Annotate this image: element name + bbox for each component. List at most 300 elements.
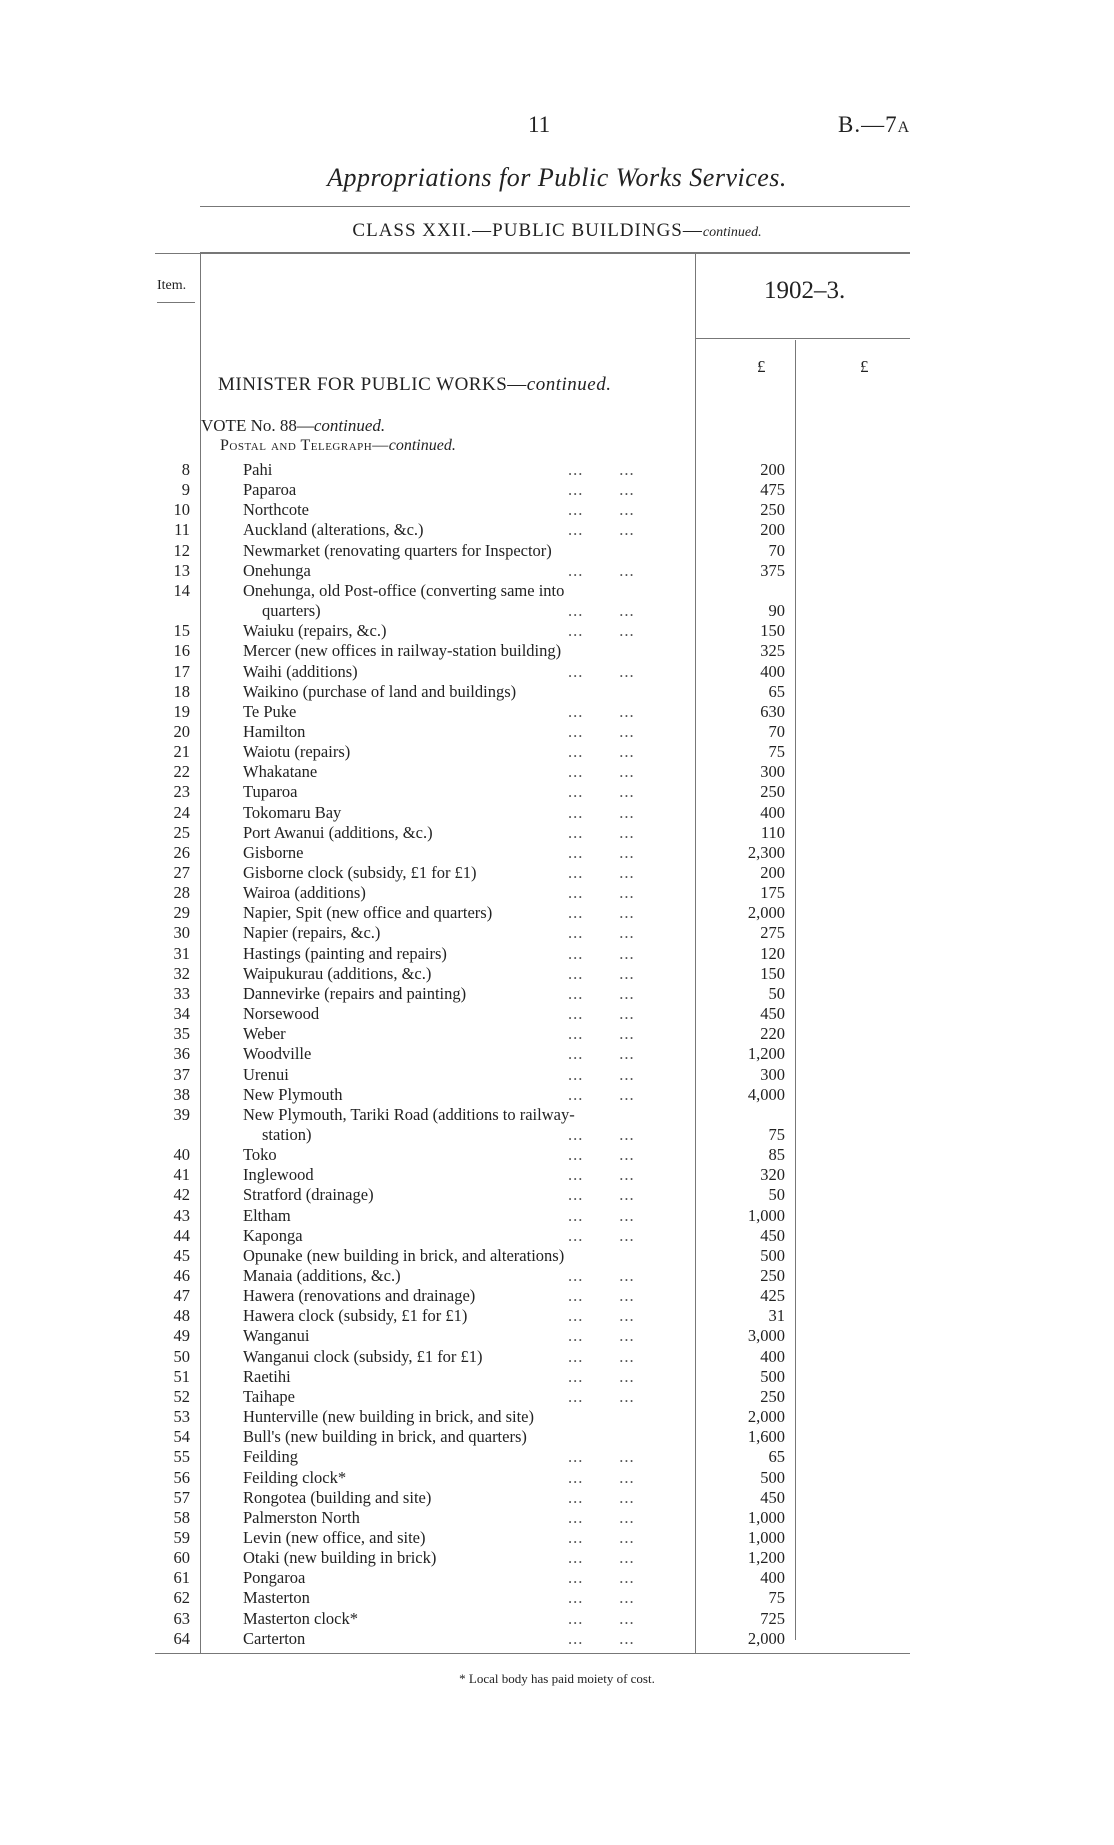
leader-dots: ... ... <box>568 1608 635 1628</box>
item-description: Napier (repairs, &c.) <box>243 923 381 943</box>
leader-dots: ... ... <box>568 1024 635 1044</box>
item-amount: 200 <box>760 520 785 540</box>
item-amount: 85 <box>768 1145 785 1165</box>
leader-dots: ... ... <box>568 1548 635 1568</box>
item-description: Te Puke <box>243 701 297 721</box>
item-description: Stratford (drainage) <box>243 1185 374 1205</box>
year-rule <box>695 338 910 339</box>
class-heading <box>0 220 1114 242</box>
leader-dots: ... ... <box>568 1507 635 1527</box>
item-amount: 1,000 <box>747 1205 785 1225</box>
item-description: Opunake (new building in brick, and alterations) <box>243 1245 565 1265</box>
leader-dots: ... ... <box>568 802 635 822</box>
item-amount: 450 <box>760 1004 785 1024</box>
item-description: Onehunga, old Post-office (converting same into <box>243 580 565 600</box>
item-amount: 275 <box>760 923 785 943</box>
table-row <box>0 903 1114 923</box>
item-number: 29 <box>173 903 190 923</box>
item-number: 56 <box>173 1467 190 1487</box>
item-number: 35 <box>173 1024 190 1044</box>
item-number: 41 <box>173 1165 190 1185</box>
divider <box>200 206 910 207</box>
leader-dots: ... ... <box>568 1084 635 1104</box>
item-amount: 1,200 <box>747 1044 785 1064</box>
minister-heading-main: MINISTER FOR PUBLIC WORKS— <box>218 374 527 395</box>
item-description: Toko <box>243 1145 277 1165</box>
item-amount: 400 <box>760 1568 785 1588</box>
item-number: 37 <box>173 1064 190 1084</box>
table-row <box>0 1044 1114 1064</box>
table-row <box>0 1306 1114 1326</box>
minister-heading-suffix: continued. <box>526 374 612 395</box>
item-amount: 31 <box>768 1306 785 1326</box>
table-row <box>0 1347 1114 1367</box>
item-amount: 70 <box>768 540 785 560</box>
section-heading-main: Postal and Telegraph— <box>220 437 389 454</box>
item-amount: 2,000 <box>747 1407 785 1427</box>
item-description: Woodville <box>243 1044 312 1064</box>
leader-dots: ... ... <box>568 842 635 862</box>
item-amount: 50 <box>768 983 785 1003</box>
table-row <box>0 621 1114 641</box>
leader-dots: ... ... <box>568 963 635 983</box>
item-description: Masterton <box>243 1588 310 1608</box>
item-description: Waiuku (repairs, &c.) <box>243 621 387 641</box>
leader-dots: ... ... <box>568 560 635 580</box>
table-row <box>0 1568 1114 1588</box>
item-number: 24 <box>173 802 190 822</box>
leader-dots: ... ... <box>568 1527 635 1547</box>
item-number: 15 <box>173 621 190 641</box>
table-row <box>0 863 1114 883</box>
item-amount: 250 <box>760 782 785 802</box>
leader-dots: ... ... <box>568 480 635 500</box>
leader-dots: ... ... <box>568 1044 635 1064</box>
item-description: Waikino (purchase of land and buildings) <box>243 681 517 701</box>
item-amount: 400 <box>760 661 785 681</box>
item-description: Onehunga <box>243 560 311 580</box>
item-number: 27 <box>173 863 190 882</box>
item-description: Gisborne clock (subsidy, £1 for £1) <box>243 863 477 882</box>
item-description: Paparoa <box>243 480 297 500</box>
leader-dots: ... ... <box>568 1205 635 1225</box>
table-row <box>0 500 1114 520</box>
table-row <box>0 1185 1114 1205</box>
item-amount: 150 <box>760 621 785 641</box>
item-amount: 300 <box>760 762 785 782</box>
item-number: 11 <box>174 520 190 540</box>
item-description: Pahi <box>243 460 273 479</box>
leader-dots: ... ... <box>568 1467 635 1487</box>
item-amount: 110 <box>760 822 785 842</box>
table-row <box>0 1266 1114 1286</box>
item-number: 26 <box>173 842 190 862</box>
item-number: 34 <box>173 1004 190 1024</box>
item-number: 55 <box>173 1447 190 1467</box>
item-number: 52 <box>173 1386 190 1406</box>
table-row <box>0 561 1114 581</box>
table-row <box>0 923 1114 943</box>
table-row <box>0 480 1114 500</box>
leader-dots: ... ... <box>568 943 635 963</box>
table-row <box>0 742 1114 762</box>
item-description: Tuparoa <box>243 782 298 802</box>
table-row <box>0 1206 1114 1226</box>
item-description: Carterton <box>243 1628 306 1648</box>
item-number: 12 <box>173 540 190 560</box>
item-amount: 75 <box>768 742 785 762</box>
table-row <box>0 1165 1114 1185</box>
class-heading-suffix: continued. <box>702 225 762 240</box>
table-row <box>0 662 1114 682</box>
pound-symbol-total: £ <box>860 357 869 376</box>
item-amount: 200 <box>760 460 785 479</box>
table-row <box>0 1588 1114 1608</box>
item-amount: 50 <box>768 1185 785 1205</box>
item-amount: 475 <box>760 480 785 500</box>
item-amount: 325 <box>760 641 785 661</box>
item-number: 64 <box>173 1628 190 1648</box>
section-heading-suffix: continued. <box>388 437 456 454</box>
leader-dots: ... ... <box>568 601 635 621</box>
item-amount: 1,000 <box>747 1507 785 1527</box>
table-row <box>0 641 1114 661</box>
leader-dots: ... ... <box>568 1286 635 1306</box>
item-description: Auckland (alterations, &c.) <box>243 520 424 540</box>
footnote: * Local body has paid moiety of cost. <box>459 1671 655 1686</box>
item-number: 30 <box>173 923 190 943</box>
minister-heading <box>218 374 611 396</box>
item-description: Hunterville (new building in brick, and site) <box>243 1407 534 1427</box>
leader-dots: ... ... <box>568 762 635 782</box>
section-heading <box>220 437 456 455</box>
item-number: 18 <box>173 681 190 701</box>
item-number: 32 <box>173 963 190 983</box>
table-row <box>0 1246 1114 1266</box>
item-amount: 450 <box>760 1225 785 1245</box>
item-number: 59 <box>173 1527 190 1547</box>
item-description: Rongotea (building and site) <box>243 1487 432 1507</box>
item-description: Gisborne <box>243 842 304 862</box>
item-column-header: Item. <box>157 278 187 293</box>
table-row <box>0 1488 1114 1508</box>
item-number: 39 <box>173 1104 190 1124</box>
table-row <box>0 1508 1114 1528</box>
leader-dots: ... ... <box>568 782 635 802</box>
item-amount: 400 <box>760 802 785 822</box>
item-description: Wairoa (additions) <box>243 883 366 903</box>
leader-dots: ... ... <box>568 923 635 943</box>
item-number: 57 <box>173 1487 190 1507</box>
item-number: 9 <box>181 480 190 500</box>
item-number: 44 <box>173 1225 190 1245</box>
page-number: 11 <box>528 112 551 137</box>
table-row <box>0 541 1114 561</box>
table-row <box>0 1609 1114 1629</box>
item-amount: 250 <box>760 1386 785 1406</box>
item-number: 45 <box>173 1245 190 1265</box>
table-row <box>0 1387 1114 1407</box>
leader-dots: ... ... <box>568 983 635 1003</box>
leader-dots: ... ... <box>568 1386 635 1406</box>
leader-dots: ... ... <box>568 863 635 882</box>
item-description: Tokomaru Bay <box>243 802 342 822</box>
item-description: station) <box>262 1124 312 1144</box>
leader-dots: ... ... <box>568 822 635 842</box>
item-description: Norsewood <box>243 1004 320 1024</box>
leader-dots: ... ... <box>568 1064 635 1084</box>
item-amount: 90 <box>768 601 785 621</box>
item-number: 16 <box>173 641 190 661</box>
table-bottom-rule <box>155 1653 910 1654</box>
item-description: Northcote <box>243 500 309 520</box>
item-amount: 320 <box>760 1165 785 1185</box>
leader-dots: ... ... <box>568 1487 635 1507</box>
table-row <box>0 702 1114 722</box>
leader-dots: ... ... <box>568 1225 635 1245</box>
leader-dots: ... ... <box>568 1588 635 1608</box>
item-number: 19 <box>173 701 190 721</box>
table-row <box>0 1447 1114 1467</box>
item-description: Dannevirke (repairs and painting) <box>243 983 467 1003</box>
item-amount: 400 <box>760 1346 785 1366</box>
item-description: Wanganui clock (subsidy, £1 for £1) <box>243 1346 483 1366</box>
item-amount: 220 <box>760 1024 785 1044</box>
item-number: 10 <box>173 500 190 520</box>
item-amount: 725 <box>760 1608 785 1628</box>
item-number: 14 <box>173 580 190 600</box>
table-row <box>0 1468 1114 1488</box>
item-amount: 200 <box>760 863 785 882</box>
item-description: Waihi (additions) <box>243 661 358 681</box>
item-number: 33 <box>173 983 190 1003</box>
table-row <box>0 1629 1114 1649</box>
table-row <box>0 520 1114 540</box>
table-row <box>0 460 1114 480</box>
item-amount: 3,000 <box>747 1326 785 1346</box>
item-number: 13 <box>173 560 190 580</box>
class-heading-main: CLASS XXII.—PUBLIC BUILDINGS— <box>352 220 703 241</box>
leader-dots: ... ... <box>568 1266 635 1285</box>
table-row <box>0 1145 1114 1165</box>
item-number: 49 <box>173 1326 190 1346</box>
table-row <box>0 944 1114 964</box>
item-number: 23 <box>173 782 190 802</box>
item-amount: 75 <box>768 1588 785 1608</box>
item-description: quarters) <box>262 601 321 621</box>
table-row <box>0 1024 1114 1044</box>
leader-dots: ... ... <box>568 621 635 641</box>
item-amount: 150 <box>760 963 785 983</box>
item-number: 42 <box>173 1185 190 1205</box>
table-row <box>0 722 1114 742</box>
item-amount: 630 <box>760 701 785 721</box>
item-number: 43 <box>173 1205 190 1225</box>
table-row <box>0 762 1114 782</box>
table-row <box>0 1548 1114 1568</box>
item-description: Hamilton <box>243 721 306 741</box>
table-row <box>0 1105 1114 1125</box>
table-row <box>0 1065 1114 1085</box>
item-number: 40 <box>173 1145 190 1165</box>
leader-dots: ... ... <box>568 1306 635 1326</box>
item-number: 36 <box>173 1044 190 1064</box>
item-number: 21 <box>173 742 190 762</box>
item-amount: 1,600 <box>747 1427 785 1447</box>
table-row <box>0 1226 1114 1246</box>
table-row <box>0 1004 1114 1024</box>
leader-dots: ... ... <box>568 742 635 762</box>
pound-symbol-amount: £ <box>757 357 766 376</box>
item-number: 38 <box>173 1084 190 1104</box>
item-amount: 65 <box>768 1447 785 1467</box>
table-row <box>0 843 1114 863</box>
item-number: 50 <box>173 1346 190 1366</box>
item-amount: 500 <box>760 1366 785 1386</box>
table-row <box>0 1407 1114 1427</box>
item-description: Napier, Spit (new office and quarters) <box>243 903 493 923</box>
item-description: Feilding clock* <box>243 1467 347 1487</box>
item-amount: 65 <box>768 681 785 701</box>
item-number: 47 <box>173 1286 190 1306</box>
item-amount: 450 <box>760 1487 785 1507</box>
item-description: Urenui <box>243 1064 289 1084</box>
item-number: 20 <box>173 721 190 741</box>
item-amount: 1,200 <box>747 1548 785 1568</box>
item-amount: 500 <box>760 1467 785 1487</box>
item-amount: 120 <box>760 943 785 963</box>
leader-dots: ... ... <box>568 1145 635 1165</box>
item-amount: 70 <box>768 721 785 741</box>
leader-dots: ... ... <box>568 721 635 741</box>
leader-dots: ... ... <box>568 520 635 540</box>
leader-dots: ... ... <box>568 1004 635 1024</box>
item-number: 54 <box>173 1427 190 1447</box>
item-number: 63 <box>173 1608 190 1628</box>
item-header-rule <box>157 302 195 303</box>
item-description: Palmerston North <box>243 1507 360 1527</box>
leader-dots: ... ... <box>568 500 635 520</box>
item-amount: 375 <box>760 560 785 580</box>
item-description: Pongaroa <box>243 1568 306 1588</box>
item-number: 46 <box>173 1266 190 1285</box>
item-amount: 75 <box>768 1124 785 1144</box>
table-row <box>0 984 1114 1004</box>
item-description: Masterton clock* <box>243 1608 359 1628</box>
item-amount: 2,000 <box>747 903 785 923</box>
item-amount: 250 <box>760 500 785 520</box>
leader-dots: ... ... <box>568 1326 635 1346</box>
leader-dots: ... ... <box>568 1124 635 1144</box>
table-top-rule <box>155 253 910 254</box>
item-description: Weber <box>243 1024 286 1044</box>
table-row <box>0 1125 1114 1145</box>
table-row <box>0 823 1114 843</box>
leader-dots: ... ... <box>568 1628 635 1648</box>
item-amount: 2,000 <box>747 1628 785 1648</box>
item-amount: 500 <box>760 1245 785 1265</box>
vote-heading <box>201 416 385 436</box>
item-description: Hawera (renovations and drainage) <box>243 1286 476 1306</box>
item-description: Eltham <box>243 1205 291 1225</box>
table-row <box>0 682 1114 702</box>
leader-dots: ... ... <box>568 1366 635 1386</box>
document-reference <box>838 112 910 138</box>
document-reference-suffix: A <box>897 119 911 136</box>
item-description: New Plymouth <box>243 1084 343 1104</box>
item-number: 61 <box>173 1568 190 1588</box>
table-row <box>0 601 1114 621</box>
table-row <box>0 581 1114 601</box>
item-amount: 300 <box>760 1064 785 1084</box>
item-description: Newmarket (renovating quarters for Inspector) <box>243 540 552 560</box>
year-column-header: 1902–3. <box>764 277 846 304</box>
item-number: 17 <box>173 661 190 681</box>
item-amount: 250 <box>760 1266 785 1285</box>
vote-heading-suffix: continued. <box>313 416 386 435</box>
item-amount: 425 <box>760 1286 785 1306</box>
leader-dots: ... ... <box>568 1165 635 1185</box>
item-description: Inglewood <box>243 1165 314 1185</box>
item-description: Waiotu (repairs) <box>243 742 351 762</box>
item-amount: 4,000 <box>747 1084 785 1104</box>
item-number: 53 <box>173 1407 190 1427</box>
table-row <box>0 1427 1114 1447</box>
item-amount: 1,000 <box>747 1527 785 1547</box>
leader-dots: ... ... <box>568 661 635 681</box>
item-description: Wanganui <box>243 1326 310 1346</box>
leader-dots: ... ... <box>568 1346 635 1366</box>
leader-dots: ... ... <box>568 883 635 903</box>
item-description: New Plymouth, Tariki Road (additions to railway- <box>243 1104 575 1124</box>
table-row <box>0 803 1114 823</box>
item-number: 28 <box>173 883 190 903</box>
table-row <box>0 1367 1114 1387</box>
item-number: 62 <box>173 1588 190 1608</box>
item-number: 60 <box>173 1548 190 1568</box>
leader-dots: ... ... <box>568 701 635 721</box>
document-reference-main: B.—7 <box>838 112 898 137</box>
vote-heading-main: VOTE No. 88— <box>201 416 314 435</box>
item-description: Raetihi <box>243 1366 291 1386</box>
table-row <box>0 964 1114 984</box>
table-row <box>0 1528 1114 1548</box>
item-description: Port Awanui (additions, &c.) <box>243 822 433 842</box>
item-number: 48 <box>173 1306 190 1326</box>
item-number: 8 <box>181 460 190 479</box>
page-title: Appropriations for Public Works Services. <box>327 163 787 192</box>
item-amount: 175 <box>760 883 785 903</box>
table-row <box>0 883 1114 903</box>
item-description: Mercer (new offices in railway-station building) <box>243 641 562 661</box>
item-amount: 2,300 <box>747 842 785 862</box>
item-description: Otaki (new building in brick) <box>243 1548 437 1568</box>
leader-dots: ... ... <box>568 460 635 479</box>
table-row <box>0 1085 1114 1105</box>
item-description: Whakatane <box>243 762 318 782</box>
item-description: Feilding <box>243 1447 299 1467</box>
item-number: 25 <box>173 822 190 842</box>
leader-dots: ... ... <box>568 1185 635 1205</box>
item-description: Waipukurau (additions, &c.) <box>243 963 432 983</box>
table-row <box>0 1286 1114 1306</box>
table-row <box>0 1326 1114 1346</box>
item-number: 51 <box>173 1366 190 1386</box>
table-row <box>0 782 1114 802</box>
item-description: Manaia (additions, &c.) <box>243 1266 401 1285</box>
item-description: Levin (new office, and site) <box>243 1527 426 1547</box>
item-number: 22 <box>173 762 190 782</box>
